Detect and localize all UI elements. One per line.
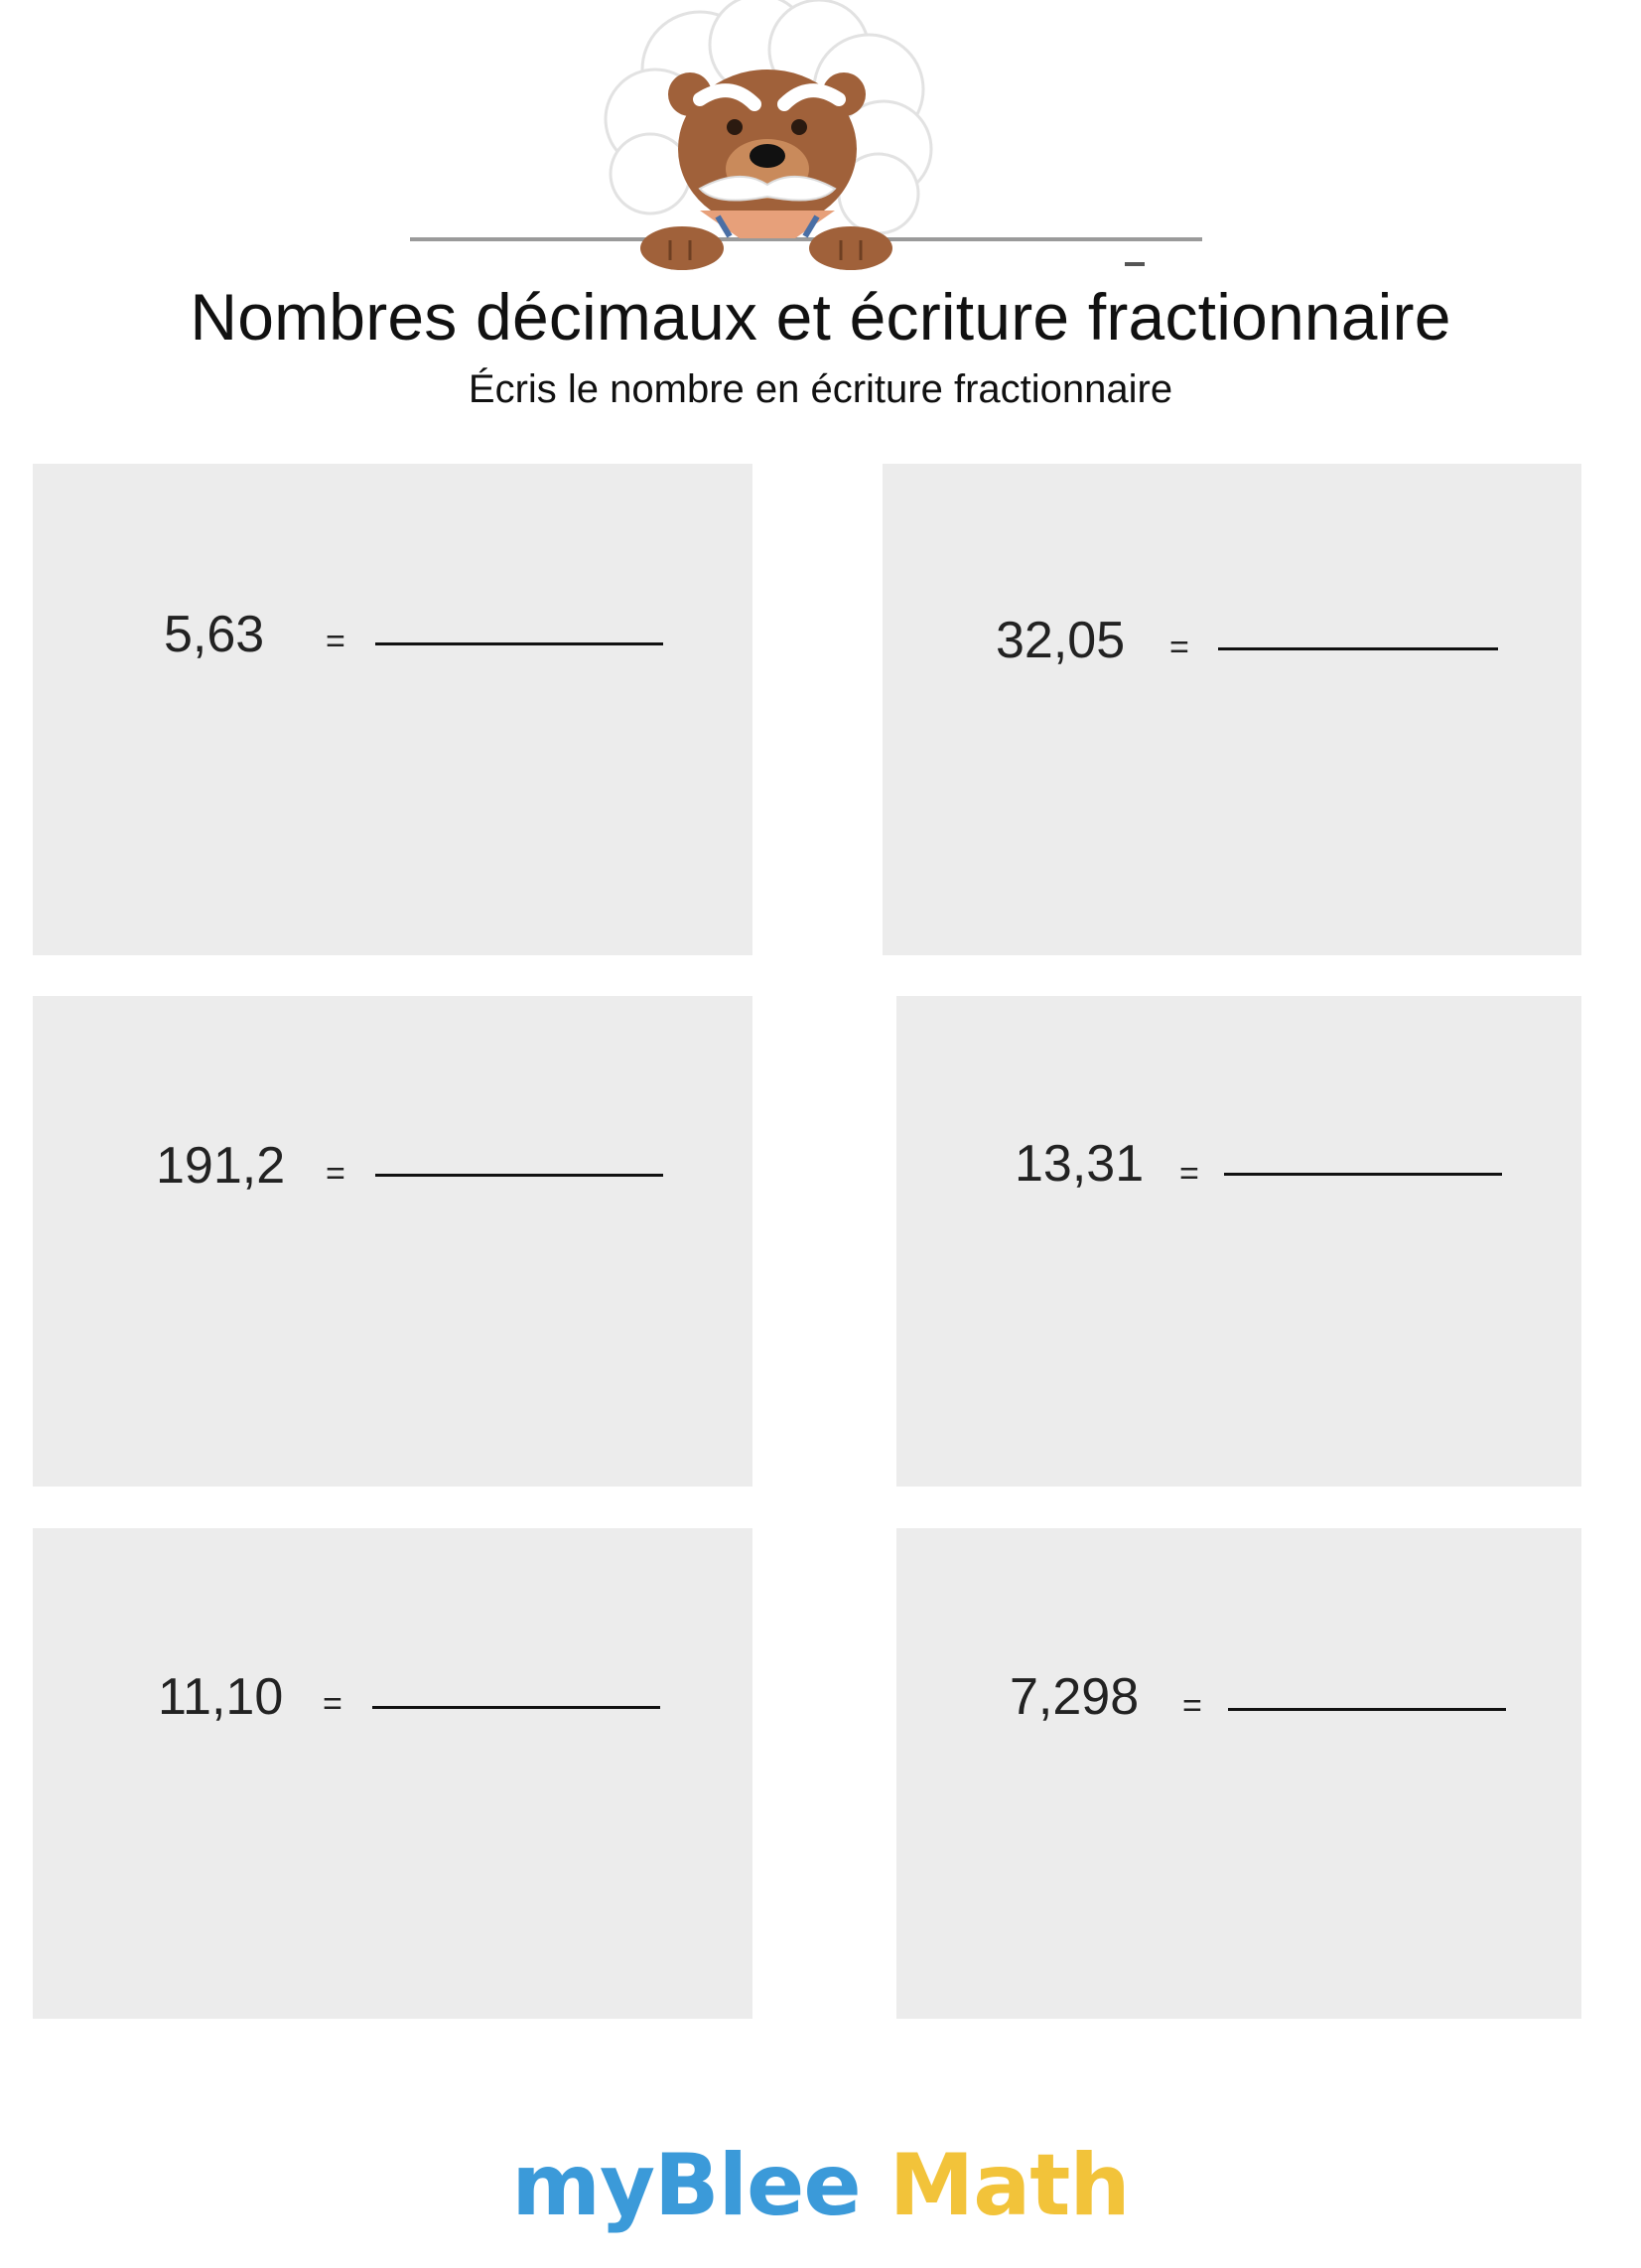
decimal-number: 13,31 [1015,1135,1145,1193]
equals-sign: = [1182,1687,1202,1725]
exercise-card [33,996,752,1487]
brand-logo [0,2136,1641,2235]
equals-sign: = [326,1155,345,1193]
equals-sign: = [1179,1155,1199,1193]
decimal-number: 5,63 [164,606,265,663]
brand-logo-part1: myBlee [511,2136,861,2235]
decimal-number: 191,2 [156,1137,286,1195]
equals-sign: = [326,623,345,660]
exercise-card [33,1528,752,2019]
decimal-number: 7,298 [1010,1668,1140,1726]
answer-blank[interactable] [1228,1708,1506,1711]
exercise-card [33,464,752,955]
brand-logo-part2: Math [889,2136,1130,2235]
exercise-card [896,1528,1581,2019]
equals-sign: = [1169,629,1189,666]
exercise-card [896,996,1581,1487]
answer-blank[interactable] [372,1706,660,1709]
page-instructions: Écris le nombre en écriture fractionnaire [468,367,1173,411]
mascot-bear-icon [402,0,1256,278]
decimal-number: 32,05 [996,612,1126,669]
mascot-illustration [402,0,1256,278]
exercise-card [883,464,1581,955]
decimal-number: 11,10 [158,1668,284,1726]
equals-sign: = [323,1685,342,1723]
answer-blank[interactable] [1218,647,1498,650]
page-title: Nombres décimaux et écriture fractionnaire [190,280,1451,354]
answer-blank[interactable] [375,1174,663,1177]
answer-blank[interactable] [1224,1173,1502,1176]
answer-blank[interactable] [375,642,663,645]
